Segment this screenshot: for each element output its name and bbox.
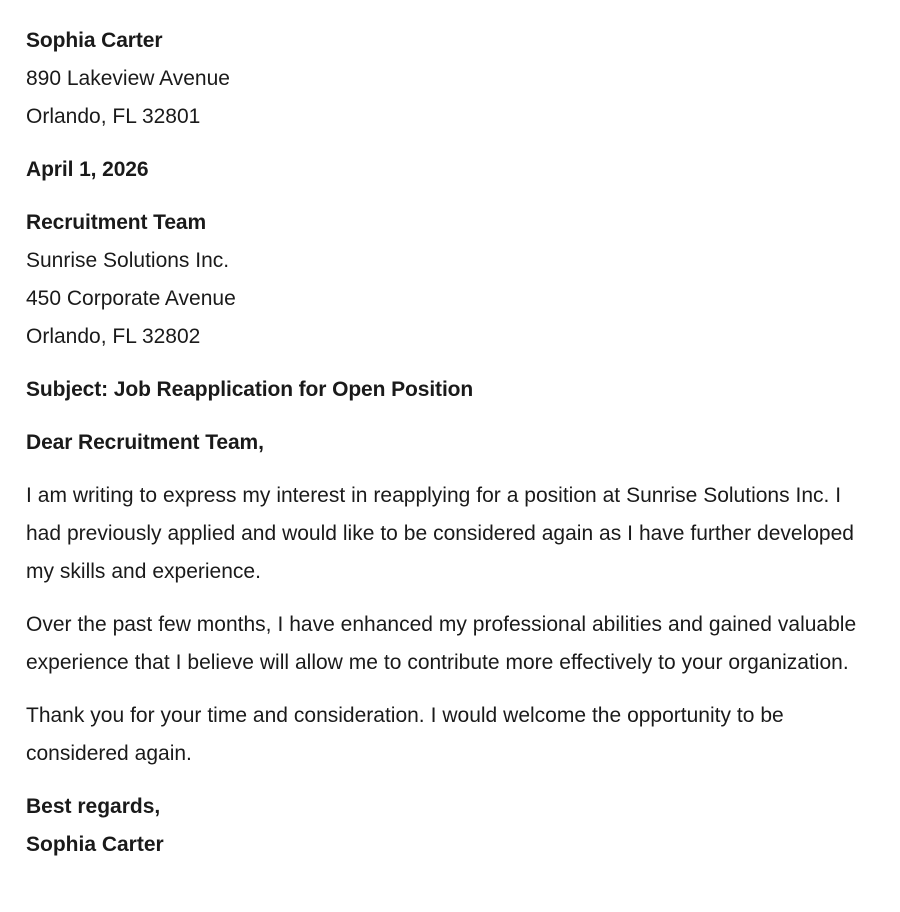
sender-city-state-zip: Orlando, FL 32801 bbox=[26, 105, 201, 128]
recipient-name: Recruitment Team bbox=[26, 211, 207, 234]
closing-block bbox=[26, 788, 874, 864]
letter-date: April 1, 2026 bbox=[26, 158, 149, 181]
letter-date-block bbox=[26, 151, 874, 189]
signature-name: Sophia Carter bbox=[26, 833, 164, 856]
recipient-street: 450 Corporate Avenue bbox=[26, 287, 236, 310]
sender-address-block bbox=[26, 22, 874, 136]
salutation-block bbox=[26, 424, 874, 462]
sender-name: Sophia Carter bbox=[26, 29, 163, 52]
salutation: Dear Recruitment Team, bbox=[26, 431, 264, 454]
valediction: Best regards, bbox=[26, 795, 161, 818]
recipient-address-block bbox=[26, 204, 874, 356]
subject-line: Subject: Job Reapplication for Open Position bbox=[26, 378, 474, 401]
letter-body bbox=[26, 22, 874, 864]
body-paragraph: Over the past few months, I have enhanced my professional abilities and gained valuable experience that I believe will allow me to contribute more effectively to your organization. bbox=[26, 613, 857, 674]
recipient-company: Sunrise Solutions Inc. bbox=[26, 249, 230, 272]
body-paragraph: I am writing to express my interest in reapplying for a position at Sunrise Solutions Inc. I had previously applied and would like to be considered again as I have further developed my skills and experience. bbox=[26, 484, 854, 583]
body-paragraph: Thank you for your time and consideration. I would welcome the opportunity to be considered again. bbox=[26, 704, 784, 765]
sender-street: 890 Lakeview Avenue bbox=[26, 67, 230, 90]
subject-line-block bbox=[26, 371, 874, 409]
recipient-city-state-zip: Orlando, FL 32802 bbox=[26, 325, 201, 348]
